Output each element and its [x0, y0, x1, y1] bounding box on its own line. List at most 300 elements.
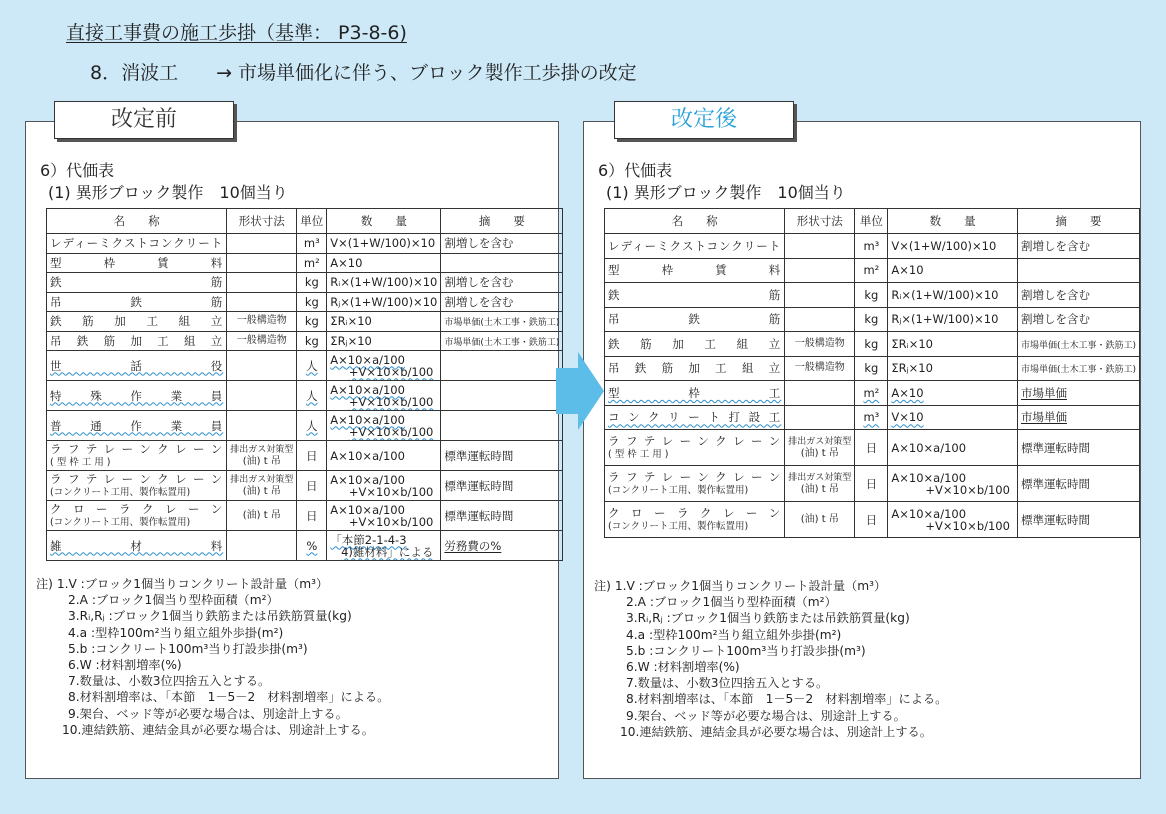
notes-before	[36, 576, 389, 738]
size-cell	[227, 234, 297, 254]
size-value: (油) t 吊	[242, 509, 281, 521]
quantity-cell	[888, 234, 1018, 259]
section-heading: 6）代価表	[40, 161, 115, 180]
item-name-sub: (コンクリート工用、製作転置用)	[50, 516, 191, 528]
price-table-after	[604, 208, 1140, 538]
quantity-value: ΣRⱼ×10	[891, 361, 933, 376]
item-name-sub: ( 型 枠 工 用 )	[50, 456, 111, 468]
quantity-cell	[327, 501, 441, 531]
unit-value: m²	[303, 255, 320, 270]
quantity-cell	[327, 312, 441, 332]
unit-value: kg	[864, 336, 879, 351]
page-subtitle: 8．消波工 → 市場単価化に伴う、ブロック製作工歩掛の改定	[90, 62, 637, 84]
quantity-value: Rⱼ×(1+W/100)×10	[330, 294, 438, 309]
table-row	[605, 405, 1140, 430]
size-cell	[785, 332, 855, 357]
size-cell	[785, 258, 855, 283]
size-cell	[227, 312, 297, 332]
size-cell	[227, 471, 297, 501]
table-row	[47, 273, 563, 293]
item-name-cell	[605, 502, 785, 538]
remark-value: 標準運転時間	[1020, 440, 1090, 455]
quantity-value: A×10	[891, 263, 924, 278]
item-name: 吊鉄筋	[608, 312, 782, 327]
quantity-cell	[327, 471, 441, 501]
remark-cell	[1017, 381, 1139, 406]
note-line: 6.W :材料割増率(%)	[626, 660, 740, 675]
quantity-value: A×10	[891, 385, 924, 400]
quantity-cell	[327, 234, 441, 254]
table-row	[605, 381, 1140, 406]
table-row	[605, 332, 1140, 357]
quantity-cell	[327, 273, 441, 293]
unit-cell	[855, 430, 888, 466]
remark-value: 市場単価	[1020, 410, 1067, 425]
column-header: 名 称	[47, 209, 227, 234]
size-cell	[785, 356, 855, 381]
unit-cell	[297, 253, 327, 273]
item-name: ラフテレーンクレーン	[50, 441, 224, 456]
size-cell	[785, 307, 855, 332]
table-row	[47, 253, 563, 273]
remark-cell	[1017, 283, 1139, 308]
note-line: 8.材料割増率は、「本節 1－5－2 材料割増率」による。	[68, 690, 390, 705]
item-name-cell	[47, 351, 227, 381]
table-row	[47, 292, 563, 312]
size-cell	[227, 501, 297, 531]
item-name-cell	[47, 471, 227, 501]
remark-cell	[1017, 466, 1139, 502]
quantity-value: A×10×a/100	[330, 352, 405, 367]
quantity-value-2: +V×10×b/100	[348, 364, 434, 379]
size-value: 一般構造物	[236, 334, 287, 346]
unit-cell	[297, 381, 327, 411]
size-cell	[227, 331, 297, 351]
unit-cell	[297, 312, 327, 332]
remark-value: 市場単価(土木工事・鉄筋工)	[444, 318, 560, 329]
size-value-2: (油) t 吊	[800, 483, 839, 495]
item-name-cell	[47, 312, 227, 332]
item-name: 型枠工	[608, 385, 782, 400]
table-row	[605, 430, 1140, 466]
quantity-value-2: 4)雑材料」による	[341, 544, 434, 559]
item-name-cell	[47, 292, 227, 312]
unit-value: %	[306, 538, 318, 553]
table-row	[605, 356, 1140, 381]
unit-cell	[297, 441, 327, 471]
item-name: 鉄筋加工組立	[608, 336, 782, 351]
unit-cell	[297, 331, 327, 351]
remark-cell	[441, 441, 563, 471]
table-header-row	[605, 209, 1140, 234]
quantity-value: Rᵢ×(1+W/100)×10	[330, 275, 438, 290]
item-name-cell	[605, 258, 785, 283]
table-row	[605, 502, 1140, 538]
item-name-cell	[47, 253, 227, 273]
note-line: 9.架台、ベッド等が必要な場合は、別途計上する。	[68, 706, 348, 721]
quantity-value: A×10×a/100	[891, 440, 967, 455]
quantity-value: A×10×a/100	[330, 412, 405, 427]
right-arrow-icon	[556, 352, 604, 430]
table-row	[47, 351, 563, 381]
size-value: 一般構造物	[794, 362, 845, 374]
note-line: 3.Rᵢ,Rⱼ :ブロック1個当り鉄筋または吊鉄筋質量(kg)	[68, 609, 352, 624]
size-cell	[227, 292, 297, 312]
item-name-sub: (コンクリート工用、製作転置用)	[50, 486, 191, 498]
remark-value: 市場単価(土木工事・鉄筋工)	[1020, 365, 1136, 376]
quantity-value: A×10×a/100	[330, 502, 405, 517]
item-name-cell	[47, 381, 227, 411]
unit-cell	[297, 501, 327, 531]
note-line: 5.b :コンクリート100m³当り打設歩掛(m³)	[626, 643, 866, 658]
unit-value: 人	[306, 388, 318, 403]
notes-after	[594, 578, 947, 740]
remark-cell	[1017, 258, 1139, 283]
item-name-cell	[47, 441, 227, 471]
item-name-cell	[47, 234, 227, 254]
note-line: 注) 1.V :ブロック1個当りコンクリート設計量（m³）	[594, 579, 887, 593]
remark-value: 標準運転時間	[444, 448, 514, 463]
unit-cell	[297, 234, 327, 254]
quantity-value: V×(1+W/100)×10	[891, 238, 997, 253]
unit-value: 日	[865, 440, 878, 455]
item-name-cell	[605, 381, 785, 406]
quantity-cell	[888, 466, 1018, 502]
section-subheading: (1) 異形ブロック製作 10個当り	[48, 183, 288, 202]
section-heading: 6）代価表	[598, 161, 673, 180]
quantity-cell	[327, 441, 441, 471]
remark-value: 標準運転時間	[444, 478, 514, 493]
unit-cell	[855, 466, 888, 502]
size-value-2: (油) t 吊	[242, 485, 281, 497]
table-row	[47, 531, 563, 561]
unit-value: 人	[306, 418, 318, 433]
size-cell	[785, 283, 855, 308]
note-line: 2.A :ブロック1個当り型枠面積（m²）	[626, 595, 837, 610]
quantity-cell	[888, 258, 1018, 283]
column-header: 形状寸法	[227, 209, 297, 234]
item-name-cell	[605, 466, 785, 502]
quantity-value-2: +V×10×b/100	[348, 484, 434, 499]
remark-cell	[441, 351, 563, 381]
size-cell	[785, 430, 855, 466]
column-header: 数 量	[327, 209, 441, 234]
size-value: 一般構造物	[794, 337, 845, 349]
unit-value: m²	[863, 385, 880, 400]
quantity-cell	[888, 307, 1018, 332]
item-name-cell	[605, 332, 785, 357]
unit-cell	[297, 273, 327, 293]
panel-after	[583, 121, 1141, 779]
size-value-2: (油) t 吊	[242, 455, 281, 467]
section-subheading: (1) 異形ブロック製作 10個当り	[606, 183, 846, 202]
remark-cell	[1017, 430, 1139, 466]
item-name: レディーミクストコンクリート	[50, 236, 224, 251]
size-cell	[785, 381, 855, 406]
remark-value: 標準運転時間	[444, 508, 514, 523]
quantity-cell	[888, 332, 1018, 357]
quantity-value-2: +V×10×b/100	[348, 514, 434, 529]
unit-cell	[297, 411, 327, 441]
quantity-value: A×10×a/100	[891, 506, 967, 521]
unit-value: m³	[863, 238, 880, 253]
unit-value: kg	[304, 275, 319, 290]
unit-value: m²	[863, 263, 880, 278]
unit-value: 人	[306, 358, 318, 373]
note-line: 8.材料割増率は、「本節 1－5－2 材料割増率」による。	[626, 692, 948, 707]
table-header-row	[47, 209, 563, 234]
unit-cell	[297, 531, 327, 561]
unit-value: 日	[306, 508, 318, 523]
table-row	[47, 312, 563, 332]
remark-cell	[441, 312, 563, 332]
quantity-value: A×10×a/100	[330, 382, 405, 397]
quantity-value: ΣRᵢ×10	[330, 314, 372, 329]
price-table-before	[46, 208, 563, 561]
table-row	[47, 411, 563, 441]
table-row	[605, 258, 1140, 283]
note-line: 4.a :型枠100m²当り組立組外歩掛(m²)	[68, 625, 284, 640]
item-name: 鉄筋	[50, 275, 224, 290]
size-cell	[227, 411, 297, 441]
table-row	[47, 331, 563, 351]
item-name: クローラクレーン	[50, 501, 224, 516]
item-name: 吊鉄筋加工組立	[50, 333, 224, 348]
item-name: 普通作業員	[50, 418, 224, 433]
note-line: 9.架台、ベッド等が必要な場合は、別途計上する。	[626, 708, 906, 723]
size-cell	[785, 466, 855, 502]
remark-cell	[1017, 356, 1139, 381]
quantity-value: A×10×a/100	[891, 470, 967, 485]
remark-cell	[441, 292, 563, 312]
remark-cell	[441, 471, 563, 501]
note-line: 3.Rᵢ,Rⱼ :ブロック1個当り鉄筋または吊鉄筋質量(kg)	[626, 611, 910, 626]
remark-value: 割増しを含む	[444, 294, 514, 309]
quantity-cell	[327, 531, 441, 561]
size-cell	[785, 405, 855, 430]
remark-value: 市場単価(土木工事・鉄筋工)	[1020, 340, 1136, 351]
table-row	[605, 466, 1140, 502]
item-name-cell	[47, 411, 227, 441]
quantity-cell	[888, 283, 1018, 308]
item-name-cell	[605, 307, 785, 332]
unit-value: kg	[304, 314, 319, 329]
item-name-cell	[605, 405, 785, 430]
quantity-value: 「本節2-1-4-3	[330, 532, 407, 547]
remark-cell	[441, 253, 563, 273]
unit-value: kg	[864, 312, 879, 327]
item-name: 雑材料	[50, 538, 224, 553]
size-value: 排出ガス対策型	[230, 474, 294, 485]
item-name-cell	[47, 501, 227, 531]
table-row	[605, 234, 1140, 259]
quantity-cell	[327, 411, 441, 441]
quantity-value: V×10	[891, 410, 924, 425]
item-name: ラフテレーンクレーン	[50, 471, 224, 486]
note-line: 10.連結鉄筋、連結金具が必要な場合は、別途計上する。	[62, 722, 374, 737]
quantity-value: Rⱼ×(1+W/100)×10	[891, 312, 999, 327]
item-name-sub: ( 型 枠 工 用 )	[608, 448, 669, 460]
column-header: 形状寸法	[785, 209, 855, 234]
table-row	[605, 307, 1140, 332]
quantity-cell	[888, 405, 1018, 430]
unit-cell	[855, 405, 888, 430]
remark-value: 割増しを含む	[1020, 287, 1090, 302]
item-name: 型枠賃料	[50, 255, 224, 270]
item-name: ラフテレーンクレーン	[608, 469, 782, 484]
remark-cell	[1017, 405, 1139, 430]
note-line: 4.a :型枠100m²当り組立組外歩掛(m²)	[626, 627, 842, 642]
item-name-sub: (コンクリート工用、製作転置用)	[608, 520, 749, 532]
item-name-cell	[605, 283, 785, 308]
remark-cell	[441, 411, 563, 441]
quantity-value-2: +V×10×b/100	[925, 482, 1010, 497]
remark-value: 割増しを含む	[444, 275, 514, 290]
size-cell	[227, 381, 297, 411]
table-row	[47, 234, 563, 254]
quantity-value-2: +V×10×b/100	[348, 394, 434, 409]
item-name-sub: (コンクリート工用、製作転置用)	[608, 484, 749, 496]
unit-value: m³	[303, 236, 320, 251]
remark-value: 割増しを含む	[1020, 312, 1090, 327]
unit-value: 日	[306, 478, 318, 493]
remark-value: 市場単価	[1020, 385, 1067, 400]
remark-value: 市場単価(土木工事・鉄筋工)	[444, 337, 560, 348]
item-name-cell	[47, 531, 227, 561]
unit-cell	[855, 356, 888, 381]
note-line: 5.b :コンクリート100m³当り打設歩掛(m³)	[68, 641, 308, 656]
unit-cell	[297, 351, 327, 381]
unit-cell	[297, 471, 327, 501]
quantity-cell	[888, 502, 1018, 538]
item-name: 鉄筋加工組立	[50, 314, 224, 329]
item-name: 型枠賃料	[608, 263, 782, 278]
item-name-cell	[605, 356, 785, 381]
note-line: 注) 1.V :ブロック1個当りコンクリート設計量（m³）	[36, 577, 329, 591]
unit-cell	[855, 381, 888, 406]
column-header: 単位	[855, 209, 888, 234]
panel-before	[25, 121, 559, 779]
unit-value: kg	[304, 294, 319, 309]
column-header: 名 称	[605, 209, 785, 234]
unit-value: m³	[863, 410, 880, 425]
item-name-cell	[47, 331, 227, 351]
remark-value: 標準運転時間	[1020, 512, 1090, 527]
remark-cell	[441, 273, 563, 293]
remark-cell	[1017, 502, 1139, 538]
item-name: 特殊作業員	[50, 388, 224, 403]
unit-cell	[297, 292, 327, 312]
quantity-cell	[327, 331, 441, 351]
item-name: 鉄筋	[608, 287, 782, 302]
size-cell	[785, 502, 855, 538]
tag-before: 改定前	[54, 101, 234, 139]
remark-value: 割増しを含む	[444, 236, 514, 251]
unit-value: kg	[304, 333, 319, 348]
size-cell	[227, 351, 297, 381]
quantity-value-2: +V×10×b/100	[348, 424, 434, 439]
unit-cell	[855, 283, 888, 308]
remark-cell	[441, 331, 563, 351]
item-name: レディーミクストコンクリート	[608, 238, 782, 253]
size-value: 排出ガス対策型	[230, 444, 294, 455]
table-row	[47, 441, 563, 471]
unit-cell	[855, 234, 888, 259]
table-row	[605, 283, 1140, 308]
size-cell	[227, 253, 297, 273]
column-header: 単位	[297, 209, 327, 234]
quantity-cell	[888, 430, 1018, 466]
size-cell	[227, 441, 297, 471]
size-cell	[227, 531, 297, 561]
column-header: 数 量	[888, 209, 1018, 234]
quantity-cell	[327, 292, 441, 312]
size-value: (油) t 吊	[800, 513, 839, 525]
item-name: ラフテレーンクレーン	[608, 433, 782, 448]
remark-cell	[441, 234, 563, 254]
quantity-value: A×10×a/100	[330, 472, 405, 487]
column-header: 摘 要	[1017, 209, 1139, 234]
unit-value: 日	[306, 448, 318, 463]
item-name: クローラクレーン	[608, 505, 782, 520]
item-name-cell	[605, 430, 785, 466]
size-value: 排出ガス対策型	[788, 436, 852, 447]
note-line: 7.数量は、小数3位四捨五入とする。	[68, 674, 271, 689]
item-name: 世話役	[50, 358, 224, 373]
tag-after: 改定後	[614, 101, 794, 139]
note-line: 6.W :材料割増率(%)	[68, 658, 182, 673]
item-name: 吊鉄筋	[50, 294, 224, 309]
remark-value: 標準運転時間	[1020, 476, 1090, 491]
size-cell	[785, 234, 855, 259]
quantity-cell	[327, 381, 441, 411]
quantity-value: Rᵢ×(1+W/100)×10	[891, 287, 999, 302]
quantity-cell	[888, 356, 1018, 381]
size-value: 一般構造物	[236, 315, 287, 327]
unit-value: 日	[865, 476, 878, 491]
unit-cell	[855, 332, 888, 357]
note-line: 10.連結鉄筋、連結金具が必要な場合は、別途計上する。	[620, 724, 932, 739]
size-value-2: (油) t 吊	[800, 447, 839, 459]
unit-cell	[855, 307, 888, 332]
remark-cell	[1017, 332, 1139, 357]
remark-cell	[1017, 234, 1139, 259]
note-line: 2.A :ブロック1個当り型枠面積（m²）	[68, 593, 279, 608]
quantity-value: V×(1+W/100)×10	[330, 236, 436, 251]
item-name-cell	[47, 273, 227, 293]
remark-cell	[441, 531, 563, 561]
remark-value: 労務費の%	[444, 538, 502, 553]
quantity-cell	[327, 253, 441, 273]
quantity-value-2: +V×10×b/100	[925, 518, 1010, 533]
quantity-value: A×10×a/100	[330, 448, 405, 463]
quantity-value: ΣRᵢ×10	[891, 336, 933, 351]
item-name: 吊鉄筋加工組立	[608, 361, 782, 376]
table-row	[47, 501, 563, 531]
remark-cell	[1017, 307, 1139, 332]
quantity-value: ΣRⱼ×10	[330, 333, 372, 348]
unit-cell	[855, 258, 888, 283]
item-name-cell	[605, 234, 785, 259]
size-value: 排出ガス対策型	[788, 472, 852, 483]
quantity-cell	[327, 351, 441, 381]
size-cell	[227, 273, 297, 293]
remark-cell	[441, 501, 563, 531]
page-title: 直接工事費の施工歩掛（基準： P3-8-6)	[66, 22, 407, 44]
table-row	[47, 381, 563, 411]
unit-value: kg	[864, 287, 879, 302]
table-row	[47, 471, 563, 501]
